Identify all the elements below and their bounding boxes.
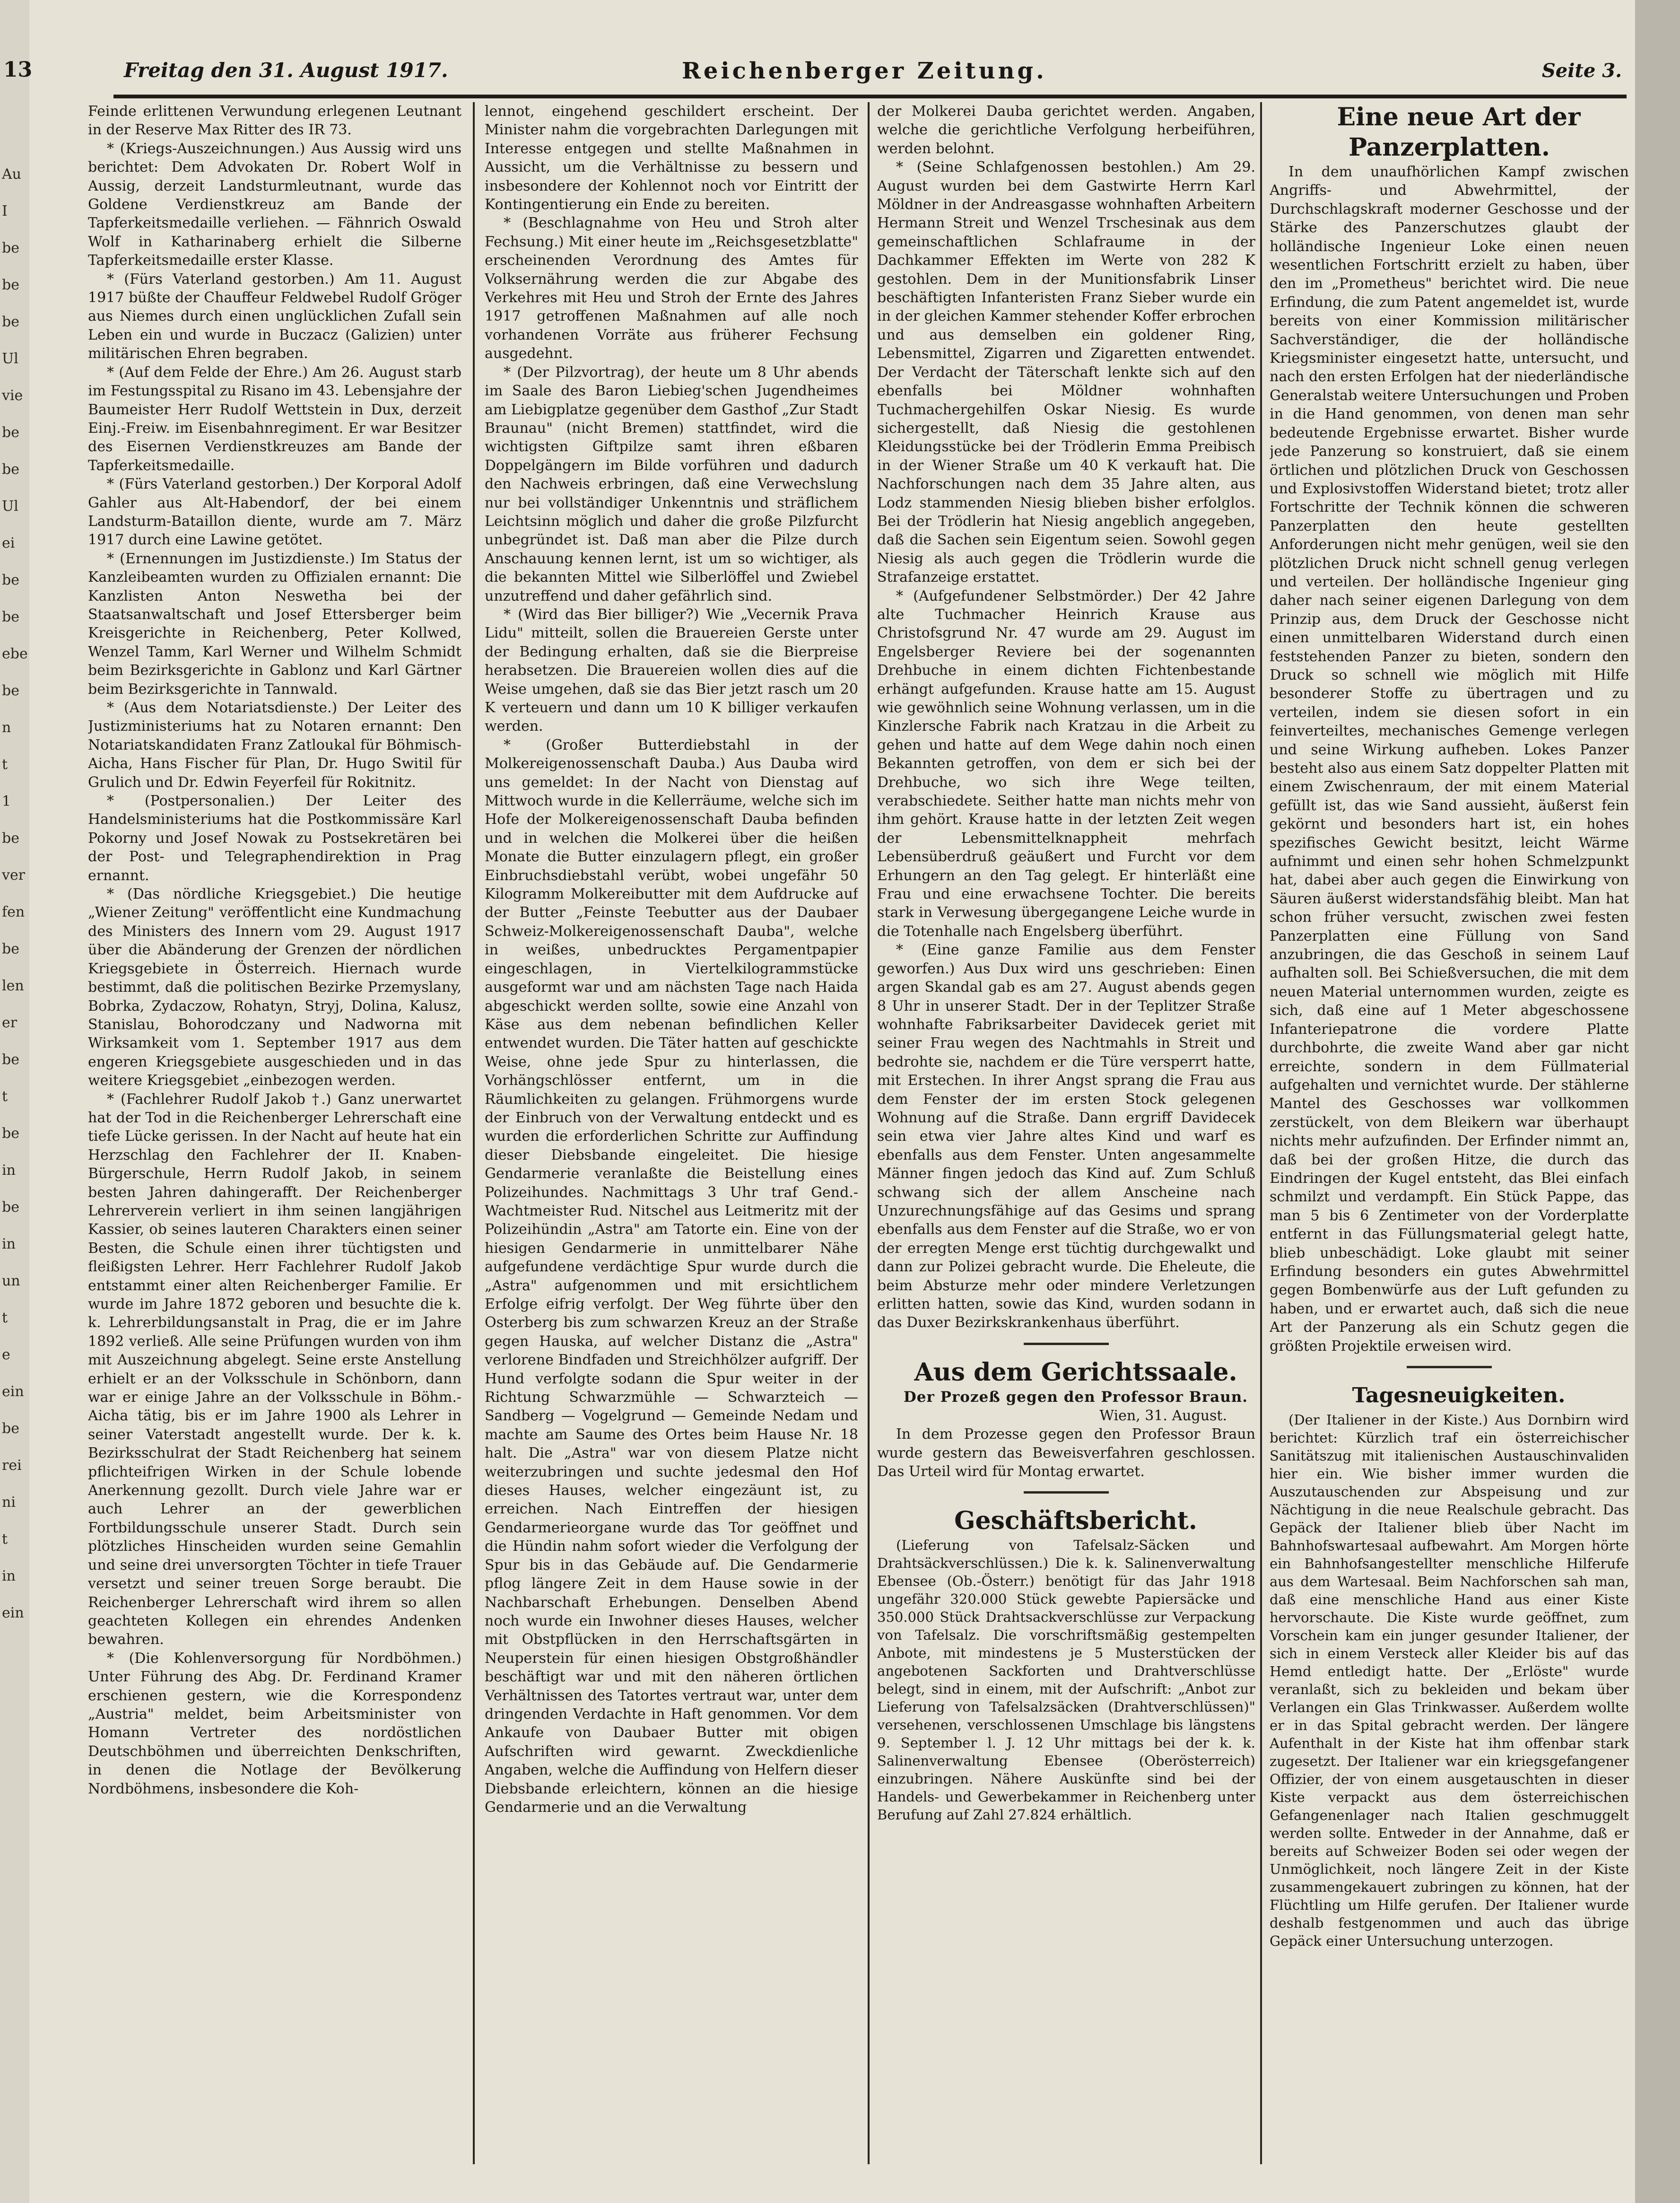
cut-margin-text: Au I be be be Ul vie be be Ul ei be be ebe be n t 1 be ver fen be len er be t be in be in un t e ein be rei ni t in ein: [2, 166, 28, 1621]
column-divider: [473, 102, 475, 2164]
page-label: Seite 3.: [1541, 60, 1622, 82]
column-1: [88, 102, 461, 2174]
article-paragraph: * (Fürs Vaterland gestorben.) Der Korporal Adolf Gahler aus Alt-Habendorf, der bei einem Landsturm-Bataillon diente, wurde am 7. März 1917 durch eine Lawine getötet.: [88, 476, 461, 549]
article-paragraph: lennot, eingehend geschildert erscheint. Der Minister nahm die vorgebrachten Darlegungen mit Interesse entgegen und stellte Maßnahmen in Aussicht, um die Verhältnisse zu bessern und insbesondere der Kohlennot noch vor Eintritt der Kontingentierung ein Ende zu bereiten.: [485, 103, 858, 213]
court-section-heading: Aus dem Gerichtssaale.: [914, 1357, 1237, 1387]
article-paragraph: * (Fürs Vaterland gestorben.) Am 11. August 1917 büßte der Chauffeur Feldwebel Rudolf Gröger aus Niemes durch einen unglücklichen Zufall sein Leben ein und wurde in Buczacz (Galizien) unter militärischen Ehren begraben.: [88, 271, 461, 362]
article-paragraph: * (Fachlehrer Rudolf Jakob †.) Ganz unerwartet hat der Tod in die Reichenberger Lehrerschaft eine tiefe Lücke gerissen. In der Nacht auf heute hat ein Herzschlag den Fachlehrer der II. Knaben-Bürgerschule, Herrn Rudolf Jakob, in seinem besten Jahren dahingerafft. Der Reichenberger Lehrerverein verliert in ihm seinen langjährigen Kassier, ob seines lauteren Charakters einen seiner Besten, die Schule einen ihrer tüchtigsten und fleißigsten Lehrer. Herr Fachlehrer Rudolf Jakob entstammt einer alten Reichenberger Familie. Er wurde im Jahre 1872 geboren und besuchte die k. k. Lehrerbildungsanstalt in Prag, die er im Jahre 1892 verließ. Alle seine Prüfungen wurden von ihm mit Auszeichnung abgelegt. Seine erste Anstellung erhielt er an der Volksschule in Schönborn, dann war er einige Jahre an der Volksschule in Böhm.-Aicha tätig, bis er im Jahre 1900 als Lehrer in seiner Vaterstadt angestellt wurde. Der k. k. Bezirksschulrat der Stadt Reichenberg hat seinem pflichteifrigen Wirken in der Schule lobende Anerkennung gezollt. Durch viele Jahre war er auch Lehrer an der gewerblichen Fortbildungsschule unserer Stadt. Durch sein plötzliches Hinscheiden wurden seine Gemahlin und seine drei unversorgten Töchter in tiefe Trauer versetzt und seiner treuen Sorge beraubt. Die Reichenberger Lehrerschaft wird ihrem so allen geachteten Kollegen ein ehrendes Andenken bewahren.: [88, 1091, 461, 1648]
newspaper-title: Reichenberger Zeitung.: [682, 58, 1047, 84]
background-edge: [1635, 0, 1680, 2203]
article-paragraph: * (Die Kohlenversorgung für Nordböhmen.) Unter Führung des Abg. Dr. Ferdinand Kramer erschienen gestern, wie die Korrespondenz „Austria" meldet, beim Arbeitsminister von Homann Vertreter des nordöstlichen Deutschböhmen und überreichten Denkschriften, in denen die Notlage der Bevölkerung Nordböhmens, insbesondere die Koh-: [88, 1650, 461, 1797]
article-paragraph: (Der Italiener in der Kiste.) Aus Dornbirn wird berichtet: Kürzlich traf ein österreichischer Sanitätszug mit italienischen Austauschinvaliden hier ein. Wie bisher immer wurden die Auszutauschenden zur Abspeisung und zur Nächtigung in die neue Realschule gebracht. Das Gepäck der Italiener blieb über Nacht im Bahnhofswartesaal aufbewahrt. Am Morgen hörte ein Bahnhofsangestellter menschliche Hilferufe aus dem Wartesaal. Beim Nachforschen sah man, daß eine menschliche Hand aus einer Kiste hervorschaute. Die Kiste wurde geöffnet, zum Vorschein kam ein junger gesunder Italiener, der sich in einem Versteck aller Kleider bis auf das Hemd entledigt hatte. Der „Erlöste" wurde veranlaßt, sich zu bekleiden und bekam über Verlangen ein Glas Trinkwasser. Außerdem wollte er in das Spital gebracht werden. Der längere Aufenthalt in der Kiste hat ihm offenbar stark zugesetzt. Der Italiener war ein kriegsgefangener Offizier, der von einem ausgetauschten in dieser Kiste verpackt aus dem österreichischen Gefangenenlager nach Italien geschmuggelt werden sollte. Entweder in der Annahme, daß er bereits auf Schweizer Boden sei oder wegen der Unmöglichkeit, noch längere Zeit in der Kiste zusammengekauert zubringen zu können, hat der Flüchtling um Hilfe gerufen. Der Italiener wurde deshalb festgenommen und auch das übrige Gepäck einer Untersuchung unterzogen.: [1270, 1412, 1629, 1949]
dateline: Wien, 31. August.: [1099, 1407, 1227, 1424]
article-paragraph: * (Das nördliche Kriegsgebiet.) Die heutige „Wiener Zeitung" veröffentlicht eine Kundmachung des Ministers des Innern vom 29. August 1917 über die Abänderung der Grenzen der nördlichen Kriegsgebiete in Österreich. Hiernach wurde bestimmt, daß die politischen Bezirke Przemyslany, Bobrka, Zydaczow, Rohatyn, Stryj, Dolina, Kalusz, Stanislau, Bohorodczany und Nadworna mit Wirksamkeit vom 1. September 1917 aus dem engeren Kriegsgebiete ausgeschieden und in das weitere Kriegsgebiet „einbezogen werden.: [88, 886, 461, 1089]
article-paragraph: der Molkerei Dauba gerichtet werden. Angaben, welche die gerichtliche Verfolgung herbeiführen, werden belohnt.: [877, 103, 1255, 157]
article-paragraph: In dem Prozesse gegen den Professor Braun wurde gestern das Beweisverfahren geschlossen. Das Urteil wird für Montag erwartet.: [877, 1426, 1255, 1480]
page-number: 13: [3, 58, 33, 82]
column-divider: [868, 102, 870, 2164]
article-paragraph: * (Aus dem Notariatsdienste.) Der Leiter des Justizministeriums hat zu Notaren ernannt: Den Notariatskandidaten Franz Zatloukal für Böhmisch-Aicha, Hans Fischer für Plan, Dr. Hugo Switil für Grulich und Dr. Edwin Feyerfeil für Rokitnitz.: [88, 699, 461, 791]
column-2: [485, 102, 858, 2174]
article-paragraph: (Lieferung von Tafelsalz-Säcken und Drahtsäckverschlüssen.) Die k. k. Salinenverwaltung Ebensee (Ob.-Österr.) benötigt für das Jahr 1918 ungefähr 320.000 Stück gewebte Papiersäcke und 350.000 Stück Drahtsackverschlüsse zur Verpackung von Tafelsalz. Die vorschriftsmäßig gestempelten Anbote, mit mindestens je 5 Musterstücken der angebotenen Sackforten und Drahtverschlüsse belegt, sind in einem, mit der Aufschrift: „Anbot zur Lieferung von Tafelsalzsäcken (Drahtverschlüssen)" versehenen, verschlossenen Umschlage bis längstens 9. September l. J. 12 Uhr mittags bei der k. k. Salinenverwaltung Ebensee (Oberösterreich) einzubringen. Nähere Auskünfte sind bei der Handels- und Gewerbekammer in Reichenberg unter Berufung auf Zahl 27.824 erhältlich.: [877, 1537, 1255, 1823]
article-paragraph: * (Großer Butterdiebstahl in der Molkereigenossenschaft Dauba.) Aus Dauba wird uns gemeldet: In der Nacht von Dienstag auf Mittwoch wurde in die Kellerräume, welche sich im Hofe der Molkereigenossenschaft Dauba befinden und in welchen die Molkerei über die heißen Monate die Butter einzulagern pflegt, ein großer Einbruchsdiebstahl verübt, wobei ungefähr 50 Kilogramm Molkereibutter mit dem Aufdrucke auf der Butter „Feinste Teebutter aus der Daubaer Schweiz-Molkereigenossenschaft Dauba", welche in weißes, unbedrucktes Pergamentpapier eingeschlagen, in Viertelkilogrammstücke ausgeformt war und am nächsten Tage nach Haida abgeschickt werden sollte, sowie eine Anzahl von Käse aus dem nebenan befindlichen Keller entwendet wurden. Die Täter hatten auf geschickte Weise, ohne jede Spur zu hinterlassen, die Vorhängschlösser entfernt, um in die Räumlichkeiten zu gelangen. Frühmorgens wurde der Einbruch von der Verwaltung entdeckt und es wurden die erforderlichen Schritte zur Auffindung dieser Diebsbande eingeleitet. Die hiesige Gendarmerie veranlaßte die Beistellung eines Polizeihundes. Nachmittags 3 Uhr traf Gend.-Wachtmeister Rud. Nitschel aus Leitmeritz mit der Polizeihündin „Astra" am Tatorte ein. Eine von der hiesigen Gendarmerie in unmittelbarer Nähe aufgefundene verdächtige Spur wurde durch die „Astra" aufgenommen und mit ersichtlichem Erfolge eifrig verfolgt. Der Weg führte über den Osterberg bis zum schwarzen Kreuz an der Straße gegen Hauska, auf welcher Distanz die „Astra" verlorene Bindfaden und Streichhölzer aufgriff. Der Hund verfolgte sodann die Spur weiter in der Richtung Schwarzmühle — Schwarzteich — Sandberg — Vogelgrund — Gemeinde Nedam und machte am Saume des Ortes beim Hause Nr. 18 halt. Die „Astra" war von diesem Platze nicht weiterzubringen und suchte jedesmal den Hof dieses Hauses, welcher eingezäunt ist, zu erreichen. Nach Eintreffen der hiesigen Gendarmerieorgane wurde das Tor geöffnet und die Hündin nahm sofort wieder die Verfolgung der Spur bis in das Gebäude auf. Die Gendarmerie pflog längere Zeit in dem Hause sowie in der Nachbarschaft Erhebungen. Denselben Abend noch wurde ein Inwohner dieses Hauses, welcher mit Obstpflücken in den Herrschaftsgärten in Neuperstein für einen hiesigen Obstgroßhändler beschäftigt war und mit den näheren örtlichen Verhältnissen des Tatortes vertraut war, unter dem dringenden Verdachte in Haft genommen. Vor dem Ankaufe von Daubaer Butter mit obigen Aufschriften wird gewarnt. Zweckdienliche Angaben, welche die Auffindung von Helfern dieser Diebsbande erleichtern, können an die hiesige Gendarmerie und an die Verwaltung: [485, 736, 858, 1816]
article-paragraph: * (Postpersonalien.) Der Leiter des Handelsministeriums hat die Postkommissäre Karl Pokorny und Josef Nowak zu Postsekretären bei der Post- und Telegraphendirektion in Prag ernannt.: [88, 793, 461, 884]
column-4: [1270, 102, 1629, 2174]
article-paragraph: * (Beschlagnahme von Heu und Stroh alter Fechsung.) Mit einer heute im „Reichsgesetzblatte" erscheinenden Verordnung des Amtes für Volksernährung werden die zur Abgabe des Verkehres mit Heu und Stroh der Ernte des Jahres 1917 getroffenen Maßnahmen auf alle noch vorhandenen Vorräte aus früherer Fechsung ausgedehnt.: [485, 215, 858, 362]
section-divider: [1024, 1491, 1109, 1494]
article-paragraph: * (Kriegs-Auszeichnungen.) Aus Aussig wird uns berichtet: Dem Advokaten Dr. Robert Wolf in Aussig, derzeit Landsturmleutnant, wurde das Goldene Verdienstkreuz am Bande der Tapferkeitsmedaille verliehen. — Fähnrich Oswald Wolf in Katharinaberg erhielt die Silberne Tapferkeitsmedaille erster Klasse.: [88, 140, 461, 269]
article-paragraph: * (Der Pilzvortrag), der heute um 8 Uhr abends im Saale des Baron Liebieg'schen Jugendheimes am Liebigplatze gegenüber dem Gasthof „Zur Stadt Braunau" (nicht Bremen) stattfindet, wird die wichtigsten Giftpilze samt ihren eßbaren Doppelgängern im Bilde vorführen und dadurch den Nachweis erbringen, daß eine Verwechslung nur bei vollständiger Unkenntnis und sträflichem Leichtsinn möglich und daher die große Pilzfurcht unbegründet ist. Daß man aber die Pilze durch Anschauung kennen lernt, ist um so wichtiger, als die bekannten Mittel wie Silberlöffel und Zwiebel unzutreffend und daher gefährlich sind.: [485, 364, 858, 604]
section-divider: [1407, 1366, 1492, 1368]
article-paragraph: * (Seine Schlafgenossen bestohlen.) Am 29. August wurden bei dem Gastwirte Herrn Karl Möldner in der Andreasgasse wohnhaften Arbeitern Hermann Streit und Wenzel Trschesinak aus dem gemeinschaftlichen Schlafraume in der Dachkammer Effekten im Werte von 282 K gestohlen. Dem in der Munitionsfabrik Linser beschäftigten Infanteristen Franz Sieber wurde ein in der gleichen Kammer stehender Koffer erbrochen und aus demselben ein goldener Ring, Lebensmittel, Zigarren und Zigaretten entwendet. Der Verdacht der Täterschaft lenkte sich auf den ebenfalls bei Möldner wohnhaften Tuchmachergehilfen Oskar Niesig. Es wurde sichergestellt, daß Niesig die gestohlenen Kleidungsstücke bei der Trödlerin Emma Preibisch in der Wiener Straße um 40 K verkauft hat. Die Nachforschungen nach dem 35 Jahre alten, aus Lodz stammenden Niesig blieben bisher erfolglos. Bei der Trödlerin hat Niesig angeblich angegeben, daß die Sachen sein Eigentum seien. Sowohl gegen Niesig als auch gegen die Trödlerin wurde die Strafanzeige erstattet.: [877, 159, 1255, 586]
page-header: [3, 56, 1628, 93]
article-paragraph: * (Auf dem Felde der Ehre.) Am 26. August starb im Festungsspital zu Risano im 43. Lebensjahre der Baumeister Herr Rudolf Wettstein in Dux, derzeit Einj.-Freiw. im Eisenbahnregiment. Er war Besitzer des Eisernen Verdienstkreuzes am Bande der Tapferkeitsmedaille.: [88, 364, 461, 474]
court-subheading: Der Prozeß gegen den Professor Braun.: [903, 1388, 1248, 1406]
article-paragraph: Feinde erlittenen Verwundung erlegenen Leutnant in der Reserve Max Ritter des IR 73.: [88, 103, 461, 139]
armor-article-heading: Eine neue Art der Panzerplatten.: [1337, 103, 1581, 162]
article-paragraph: * (Eine ganze Familie aus dem Fenster geworfen.) Aus Dux wird uns geschrieben: Einen argen Skandal gab es am 27. August abends gegen 8 Uhr in unserer Stadt. Der in der Teplitzer Straße wohnhafte Fabriksarbeiter Davidecek geriet mit seiner Frau wegen des Nachtmahls in Streit und bedrohte sie, nachdem er die Türe versperrt hatte, mit Erstechen. In ihrer Angst sprang die Frau aus dem Fenster der im ersten Stock gelegenen Wohnung auf die Straße. Dann ergriff Davidecek sein etwa vier Jahre altes Kind und warf es ebenfalls aus dem Fenster. Unten angesammelte Männer fingen jedoch das Kind auf. Zum Schluß schwang sich der allem Anscheine nach Unzurechnungsfähige auf das Gesims und sprang ebenfalls aus dem Fenster auf die Straße, wo er von der erregten Menge erst tüchtig durchgewalkt und dann zur Polizei gebracht wurde. Die Eheleute, die beim Absturze mehr oder mindere Verletzungen erlitten hatten, sowie das Kind, wurden sodann in das Duxer Bezirkskrankenhaus überführt.: [877, 942, 1255, 1331]
article-paragraph: * (Ernennungen im Justizdienste.) Im Status der Kanzleibeamten wurden zu Offizialen ernannt: Die Kanzlisten Anton Neswetha bei der Staatsanwaltschaft und Josef Ettersberger beim Kreisgerichte in Reichenberg, Peter Kollwed, Wenzel Tamm, Karl Werner und Wilhelm Schmidt beim Bezirksgerichte in Gablonz und Karl Gärtner beim Bezirksgerichte in Tannwald.: [88, 550, 461, 698]
news-section-heading: Tagesneuigkeiten.: [1352, 1383, 1566, 1407]
article-paragraph: * (Aufgefundener Selbstmörder.) Der 42 Jahre alte Tuchmacher Heinrich Krause aus Christofsgrund Nr. 47 wurde am 29. August im Engelsberger Reviere bei der sogenannten Drehbuche in einem dichten Fichtenbestande erhängt aufgefunden. Krause hatte am 15. August wie gewöhnlich seine Wohnung verlassen, um in die Kinzlersche Fabrik nach Kratzau in die Arbeit zu gehen und hatte auf dem Wege dahin noch einen Bekannten getroffen, von dem er sich bei der Drehbuche, wo sich ihre Wege teilten, verabschiedete. Seither hatte man nichts mehr von ihm gehört. Krause hatte in der letzten Zeit wegen der Lebensmittelknappheit mehrfach Lebensüberdruß geäußert und Furcht vor dem Erhungern an den Tag gelegt. Er hinterläßt eine Frau und eine erwachsene Tochter. Die bereits stark in Verwesung übergegangene Leiche wurde in die Totenhalle nach Engelsberg überführt.: [877, 587, 1255, 940]
column-3: [877, 102, 1255, 2174]
issue-date: Freitag den 31. August 1917.: [124, 59, 448, 82]
previous-page-edge: [0, 0, 29, 2203]
header-rule: [113, 95, 1627, 98]
article-paragraph: In dem unaufhörlichen Kampf zwischen Angriffs- und Abwehrmittel, der Durchschlagskraft moderner Geschosse und der Stärke des Panzerschutzes glaubt der holländische Ingenieur Loke einen neuen wesentlichen Fortschritt erzielt zu haben, über den im „Prometheus" berichtet wird. Die neue Erfindung, die zum Patent angemeldet ist, wurde bereits von einer Kommission militärischer Sachverständiger, die der holländische Kriegsminister eingesetzt hatte, untersucht, und nach den ersten Erfolgen hat der niederländische Generalstab weitere Untersuchungen und Proben in die Hand genommen, von denen man sehr bedeutende Ergebnisse erwartet. Bisher wurde jede Panzerung so konstruiert, daß sie einem örtlichen und plötzlichen Druck von Geschossen und Explosivstoffen Widerstand bietet; trotz aller Fortschritte der Technik können die schweren Panzerplatten den heute gestellten Anforderungen nicht mehr genügen, weil sie den plötzlichen Druck nicht schnell genug verlegen und verteilen. Der holländische Ingenieur ging daher nach seiner eigenen Darlegung von dem Prinzip aus, dem Druck der Geschosse nicht einen unmittelbaren Widerstand durch einen feststehenden Panzer zu bieten, sondern den Druck so schnell wie möglich mit Hilfe besonderer Stoffe zu übertragen und zu verteilen, indem sie diesen sofort in ein feinverteiltes, mechanisches Gemenge verlegen und seine Wirkung aufheben. Lokes Panzer besteht also aus einem Satz doppelter Platten mit einem Zwischenraum, der mit einem Material gefüllt ist, das wie Sand aussieht, äußerst fein gekörnt und besonders hart ist, ein hohes spezifisches Gewicht besitzt, leicht Wärme aufnimmt und einen sehr hohen Schmelzpunkt hat, dabei aber auch gegen die Einwirkung von Säuren äußerst widerstandsfähig bleibt. Man hat schon früher versucht, zwischen zwei festen Panzerplatten eine Füllung von Sand anzubringen, die das Geschoß in seinem Lauf aufhalten soll. Bei Schießversuchen, die mit dem neuen Material unternommen wurden, zeigte es sich, daß eine auf 1 Meter abgeschossene Infanteriepatrone die vordere Platte durchbohrte, die zweite Wand aber gar nicht erreichte, sondern in dem Füllmaterial aufgehalten und vernichtet wurde. Der stählerne Mantel des Geschosses war vollkommen zerstückelt, von dem Bleikern war überhaupt nichts mehr aufzufinden. Der Erfinder nimmt an, daß bei der großen Hitze, die durch das Eindringen der Kugel entsteht, das Blei einfach schmilzt und verdampft. Ein Stück Pappe, das man 5 bis 6 Zentimeter von der Vorderplatte entfernt in das Füllungsmaterial gelegt hatte, blieb unbeschädigt. Loke glaubt mit seiner Erfindung besonders ein gutes Abwehrmittel gegen Bombenwürfe aus der Luft gefunden zu haben, und er erwartet auch, daß sich die neue Art der Panzerung als ein Schutz gegen die größten Projektile erweisen wird.: [1270, 164, 1629, 1355]
article-paragraph: * (Wird das Bier billiger?) Wie „Vecernik Prava Lidu" mitteilt, sollen die Brauereien Gerste unter der Bedingung erhalten, daß sie die Bierpreise herabsetzen. Die Brauereien wollen dies auf die Weise umgehen, daß sie das Bier jetzt rasch um 20 K verteuern und dann um 10 K billiger verkaufen werden.: [485, 606, 858, 735]
business-section-heading: Geschäftsbericht.: [954, 1506, 1197, 1536]
column-divider: [1260, 102, 1262, 2164]
section-divider: [1024, 1343, 1109, 1345]
